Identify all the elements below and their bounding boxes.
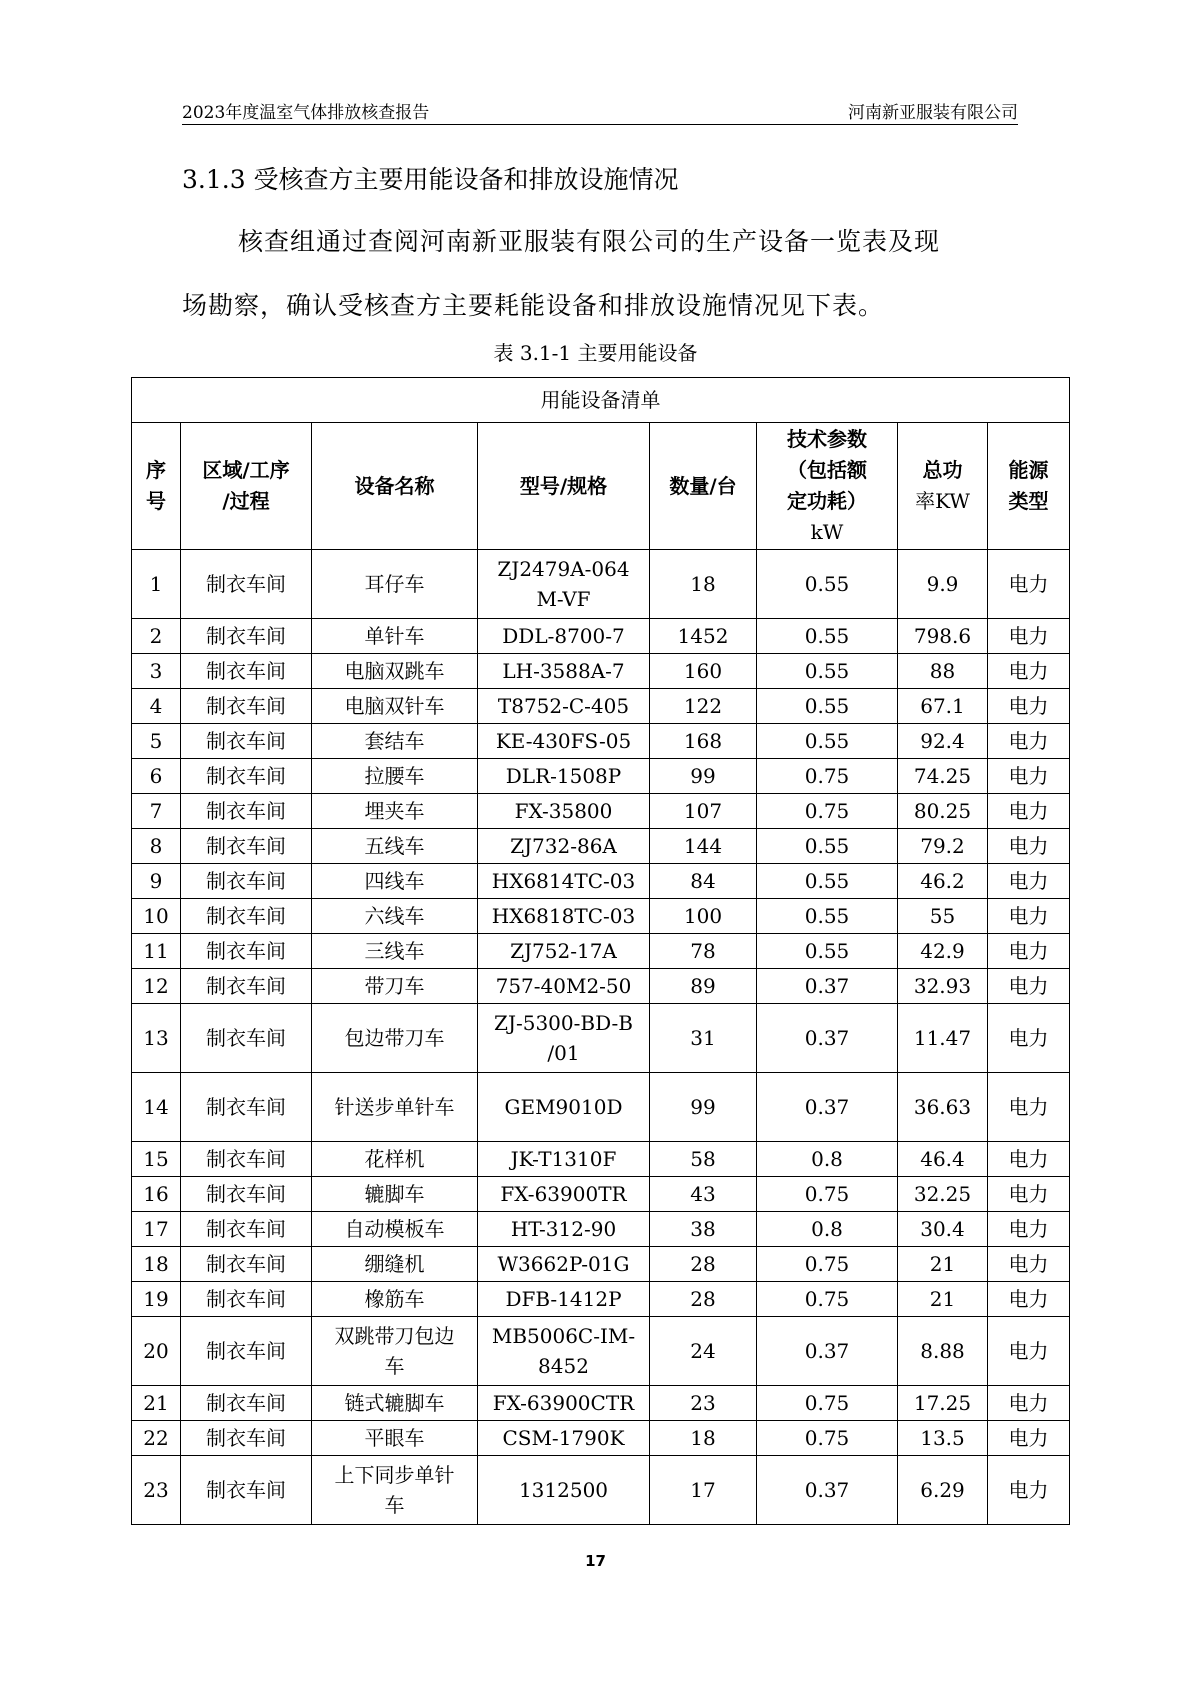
- cell-model: DLR-1508P: [478, 759, 650, 794]
- cell-model: HT-312-90: [478, 1212, 650, 1247]
- cell-energy-type: 电力: [988, 1073, 1070, 1142]
- cell-seq: 14: [132, 1073, 181, 1142]
- cell-equipment-name: 平眼车: [312, 1421, 478, 1456]
- cell-tech-param: 0.8: [757, 1212, 898, 1247]
- cell-area: 制衣车间: [181, 550, 312, 619]
- table-row: [132, 1456, 1070, 1525]
- cell-area: 制衣车间: [181, 1004, 312, 1073]
- cell-total-power: 9.9: [898, 550, 988, 619]
- cell-seq: 19: [132, 1282, 181, 1317]
- cell-tech-param: 0.55: [757, 934, 898, 969]
- table-row: [132, 794, 1070, 829]
- cell-seq: 12: [132, 969, 181, 1004]
- cell-quantity: 28: [650, 1282, 757, 1317]
- table-row: [132, 1177, 1070, 1212]
- cell-quantity: 43: [650, 1177, 757, 1212]
- cell-tech-param: 0.75: [757, 1421, 898, 1456]
- table-row: [132, 934, 1070, 969]
- table-body: [132, 550, 1070, 1525]
- table-row: [132, 1247, 1070, 1282]
- cell-seq: 21: [132, 1386, 181, 1421]
- cell-energy-type: 电力: [988, 1212, 1070, 1247]
- cell-seq: 11: [132, 934, 181, 969]
- cell-equipment-name: 针送步单针车: [312, 1073, 478, 1142]
- cell-model: ZJ-5300-BD-B /01: [478, 1004, 650, 1073]
- cell-quantity: 107: [650, 794, 757, 829]
- cell-total-power: 55: [898, 899, 988, 934]
- cell-equipment-name: 上下同步单针 车: [312, 1456, 478, 1525]
- cell-energy-type: 电力: [988, 934, 1070, 969]
- cell-area: 制衣车间: [181, 759, 312, 794]
- table-row: [132, 724, 1070, 759]
- cell-model: ZJ2479A-064 M-VF: [478, 550, 650, 619]
- cell-energy-type: 电力: [988, 619, 1070, 654]
- header-company-name: 河南新亚服装有限公司: [848, 103, 1018, 123]
- cell-model: 1312500: [478, 1456, 650, 1525]
- cell-model: KE-430FS-05: [478, 724, 650, 759]
- cell-total-power: 21: [898, 1282, 988, 1317]
- cell-area: 制衣车间: [181, 1421, 312, 1456]
- cell-quantity: 24: [650, 1317, 757, 1386]
- cell-model: ZJ732-86A: [478, 829, 650, 864]
- cell-total-power: 74.25: [898, 759, 988, 794]
- cell-equipment-name: 电脑双针车: [312, 689, 478, 724]
- cell-area: 制衣车间: [181, 969, 312, 1004]
- cell-energy-type: 电力: [988, 1177, 1070, 1212]
- cell-tech-param: 0.75: [757, 1282, 898, 1317]
- cell-total-power: 11.47: [898, 1004, 988, 1073]
- table-row: [132, 1142, 1070, 1177]
- cell-model: FX-63900TR: [478, 1177, 650, 1212]
- table-row: [132, 689, 1070, 724]
- cell-equipment-name: 单针车: [312, 619, 478, 654]
- cell-energy-type: 电力: [988, 550, 1070, 619]
- cell-model: W3662P-01G: [478, 1247, 650, 1282]
- cell-model: FX-35800: [478, 794, 650, 829]
- cell-tech-param: 0.37: [757, 1456, 898, 1525]
- cell-quantity: 1452: [650, 619, 757, 654]
- cell-total-power: 30.4: [898, 1212, 988, 1247]
- cell-total-power: 79.2: [898, 829, 988, 864]
- cell-quantity: 18: [650, 550, 757, 619]
- cell-equipment-name: 套结车: [312, 724, 478, 759]
- cell-area: 制衣车间: [181, 689, 312, 724]
- cell-tech-param: 0.55: [757, 864, 898, 899]
- cell-area: 制衣车间: [181, 1073, 312, 1142]
- cell-seq: 6: [132, 759, 181, 794]
- header-area: 区域/工序 /过程: [181, 423, 312, 550]
- cell-area: 制衣车间: [181, 1212, 312, 1247]
- cell-energy-type: 电力: [988, 829, 1070, 864]
- cell-model: MB5006C-IM- 8452: [478, 1317, 650, 1386]
- cell-area: 制衣车间: [181, 1317, 312, 1386]
- cell-tech-param: 0.37: [757, 1004, 898, 1073]
- cell-area: 制衣车间: [181, 1142, 312, 1177]
- table-row: [132, 1282, 1070, 1317]
- cell-seq: 8: [132, 829, 181, 864]
- cell-seq: 23: [132, 1456, 181, 1525]
- cell-seq: 15: [132, 1142, 181, 1177]
- cell-tech-param: 0.75: [757, 794, 898, 829]
- cell-tech-param: 0.75: [757, 1247, 898, 1282]
- cell-seq: 5: [132, 724, 181, 759]
- table-row: [132, 1386, 1070, 1421]
- cell-area: 制衣车间: [181, 1247, 312, 1282]
- cell-quantity: 31: [650, 1004, 757, 1073]
- paragraph-line-2: 场勘察，确认受核查方主要耗能设备和排放设施情况见下表。: [182, 291, 885, 320]
- cell-energy-type: 电力: [988, 724, 1070, 759]
- cell-area: 制衣车间: [181, 934, 312, 969]
- cell-tech-param: 0.75: [757, 759, 898, 794]
- cell-quantity: 144: [650, 829, 757, 864]
- cell-quantity: 122: [650, 689, 757, 724]
- cell-tech-param: 0.37: [757, 969, 898, 1004]
- cell-total-power: 88: [898, 654, 988, 689]
- table-row: [132, 759, 1070, 794]
- cell-energy-type: 电力: [988, 969, 1070, 1004]
- cell-total-power: 67.1: [898, 689, 988, 724]
- cell-seq: 1: [132, 550, 181, 619]
- header-tech-param: 技术参数 （包括额 定功耗） kW: [757, 423, 898, 550]
- table-row: [132, 969, 1070, 1004]
- cell-area: 制衣车间: [181, 1282, 312, 1317]
- table-row: [132, 1317, 1070, 1386]
- cell-model: GEM9010D: [478, 1073, 650, 1142]
- cell-tech-param: 0.55: [757, 654, 898, 689]
- cell-equipment-name: 双跳带刀包边 车: [312, 1317, 478, 1386]
- table-row: [132, 829, 1070, 864]
- cell-equipment-name: 五线车: [312, 829, 478, 864]
- table-row: [132, 864, 1070, 899]
- cell-tech-param: 0.37: [757, 1073, 898, 1142]
- cell-energy-type: 电力: [988, 689, 1070, 724]
- cell-total-power: 46.4: [898, 1142, 988, 1177]
- cell-quantity: 78: [650, 934, 757, 969]
- cell-quantity: 99: [650, 759, 757, 794]
- cell-area: 制衣车间: [181, 724, 312, 759]
- cell-seq: 20: [132, 1317, 181, 1386]
- cell-tech-param: 0.75: [757, 1386, 898, 1421]
- cell-total-power: 8.88: [898, 1317, 988, 1386]
- cell-equipment-name: 花样机: [312, 1142, 478, 1177]
- cell-quantity: 18: [650, 1421, 757, 1456]
- cell-energy-type: 电力: [988, 1317, 1070, 1386]
- cell-tech-param: 0.55: [757, 619, 898, 654]
- cell-tech-param: 0.55: [757, 899, 898, 934]
- cell-area: 制衣车间: [181, 1386, 312, 1421]
- header-report-title: 2023年度温室气体排放核查报告: [182, 103, 430, 123]
- cell-total-power: 46.2: [898, 864, 988, 899]
- cell-model: LH-3588A-7: [478, 654, 650, 689]
- cell-quantity: 17: [650, 1456, 757, 1525]
- cell-energy-type: 电力: [988, 1386, 1070, 1421]
- cell-tech-param: 0.8: [757, 1142, 898, 1177]
- cell-energy-type: 电力: [988, 1004, 1070, 1073]
- cell-area: 制衣车间: [181, 899, 312, 934]
- cell-energy-type: 电力: [988, 1282, 1070, 1317]
- cell-equipment-name: 四线车: [312, 864, 478, 899]
- cell-area: 制衣车间: [181, 1456, 312, 1525]
- cell-area: 制衣车间: [181, 864, 312, 899]
- cell-energy-type: 电力: [988, 1456, 1070, 1525]
- cell-quantity: 38: [650, 1212, 757, 1247]
- cell-seq: 18: [132, 1247, 181, 1282]
- cell-energy-type: 电力: [988, 794, 1070, 829]
- cell-seq: 9: [132, 864, 181, 899]
- cell-total-power: 32.93: [898, 969, 988, 1004]
- section-title: 3.1.3 受核查方主要用能设备和排放设施情况: [182, 165, 679, 194]
- cell-area: 制衣车间: [181, 619, 312, 654]
- cell-seq: 2: [132, 619, 181, 654]
- cell-equipment-name: 辘脚车: [312, 1177, 478, 1212]
- cell-quantity: 84: [650, 864, 757, 899]
- cell-equipment-name: 电脑双跳车: [312, 654, 478, 689]
- table-row: [132, 550, 1070, 619]
- cell-area: 制衣车间: [181, 794, 312, 829]
- header-model: 型号/规格: [478, 423, 650, 550]
- cell-seq: 17: [132, 1212, 181, 1247]
- cell-seq: 22: [132, 1421, 181, 1456]
- cell-tech-param: 0.55: [757, 689, 898, 724]
- cell-quantity: 100: [650, 899, 757, 934]
- cell-model: DFB-1412P: [478, 1282, 650, 1317]
- table-header-row: [132, 423, 1070, 550]
- cell-total-power: 32.25: [898, 1177, 988, 1212]
- cell-quantity: 23: [650, 1386, 757, 1421]
- cell-tech-param: 0.55: [757, 829, 898, 864]
- cell-equipment-name: 带刀车: [312, 969, 478, 1004]
- table-row: [132, 654, 1070, 689]
- cell-total-power: 17.25: [898, 1386, 988, 1421]
- header-energy-type: 能源 类型: [988, 423, 1070, 550]
- table-row: [132, 1073, 1070, 1142]
- table-title: 用能设备清单: [132, 378, 1070, 423]
- cell-total-power: 798.6: [898, 619, 988, 654]
- cell-equipment-name: 链式辘脚车: [312, 1386, 478, 1421]
- cell-quantity: 58: [650, 1142, 757, 1177]
- table-row: [132, 619, 1070, 654]
- cell-equipment-name: 三线车: [312, 934, 478, 969]
- table-caption: 表 3.1-1 主要用能设备: [493, 341, 698, 365]
- header-total-power: 总功 率KW: [898, 423, 988, 550]
- cell-tech-param: 0.75: [757, 1177, 898, 1212]
- cell-model: 757-40M2-50: [478, 969, 650, 1004]
- cell-energy-type: 电力: [988, 1142, 1070, 1177]
- cell-equipment-name: 绷缝机: [312, 1247, 478, 1282]
- cell-model: CSM-1790K: [478, 1421, 650, 1456]
- cell-energy-type: 电力: [988, 899, 1070, 934]
- cell-total-power: 21: [898, 1247, 988, 1282]
- cell-tech-param: 0.55: [757, 550, 898, 619]
- cell-quantity: 168: [650, 724, 757, 759]
- cell-model: FX-63900CTR: [478, 1386, 650, 1421]
- cell-quantity: 28: [650, 1247, 757, 1282]
- cell-seq: 16: [132, 1177, 181, 1212]
- cell-energy-type: 电力: [988, 1247, 1070, 1282]
- table-row: [132, 1421, 1070, 1456]
- cell-equipment-name: 六线车: [312, 899, 478, 934]
- cell-energy-type: 电力: [988, 1421, 1070, 1456]
- cell-equipment-name: 耳仔车: [312, 550, 478, 619]
- table-row: [132, 1212, 1070, 1247]
- cell-quantity: 89: [650, 969, 757, 1004]
- cell-area: 制衣车间: [181, 829, 312, 864]
- cell-model: ZJ752-17A: [478, 934, 650, 969]
- cell-quantity: 160: [650, 654, 757, 689]
- cell-model: JK-T1310F: [478, 1142, 650, 1177]
- cell-quantity: 99: [650, 1073, 757, 1142]
- cell-total-power: 92.4: [898, 724, 988, 759]
- cell-equipment-name: 包边带刀车: [312, 1004, 478, 1073]
- cell-total-power: 42.9: [898, 934, 988, 969]
- cell-area: 制衣车间: [181, 1177, 312, 1212]
- header-seq: 序 号: [132, 423, 181, 550]
- header-equipment-name: 设备名称: [312, 423, 478, 550]
- cell-area: 制衣车间: [181, 654, 312, 689]
- table-row: [132, 899, 1070, 934]
- page-header: [182, 96, 1018, 125]
- cell-tech-param: 0.55: [757, 724, 898, 759]
- paragraph-line-1: 核查组通过查阅河南新亚服装有限公司的生产设备一览表及现: [238, 227, 941, 256]
- cell-energy-type: 电力: [988, 759, 1070, 794]
- cell-equipment-name: 橡筋车: [312, 1282, 478, 1317]
- cell-total-power: 36.63: [898, 1073, 988, 1142]
- cell-equipment-name: 拉腰车: [312, 759, 478, 794]
- cell-model: HX6814TC-03: [478, 864, 650, 899]
- equipment-table: [131, 377, 1070, 1525]
- cell-total-power: 80.25: [898, 794, 988, 829]
- cell-model: T8752-C-405: [478, 689, 650, 724]
- cell-equipment-name: 自动模板车: [312, 1212, 478, 1247]
- table-row: [132, 1004, 1070, 1073]
- cell-model: DDL-8700-7: [478, 619, 650, 654]
- cell-tech-param: 0.37: [757, 1317, 898, 1386]
- cell-seq: 7: [132, 794, 181, 829]
- cell-seq: 3: [132, 654, 181, 689]
- cell-seq: 10: [132, 899, 181, 934]
- header-quantity: 数量/台: [650, 423, 757, 550]
- cell-total-power: 6.29: [898, 1456, 988, 1525]
- cell-seq: 4: [132, 689, 181, 724]
- cell-energy-type: 电力: [988, 654, 1070, 689]
- cell-model: HX6818TC-03: [478, 899, 650, 934]
- cell-seq: 13: [132, 1004, 181, 1073]
- cell-equipment-name: 埋夹车: [312, 794, 478, 829]
- cell-total-power: 13.5: [898, 1421, 988, 1456]
- cell-energy-type: 电力: [988, 864, 1070, 899]
- page-number: 17: [585, 1552, 606, 1570]
